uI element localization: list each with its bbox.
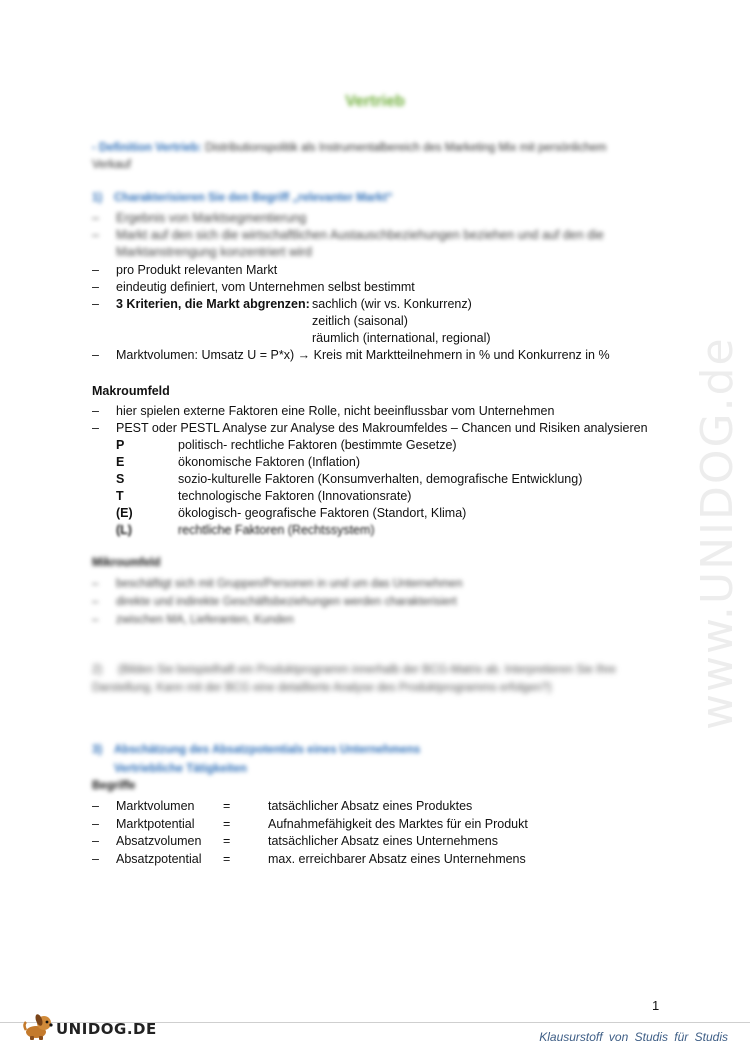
begriffe-term-list: [92, 798, 528, 868]
footer-logo: [22, 1012, 157, 1045]
begriffe-heading: Begriffe: [92, 780, 136, 792]
question-1-text: Charakterisieren Sie den Begriff „relevanter Markt“: [114, 192, 393, 204]
bullet-dash: –: [92, 614, 99, 626]
question-1-bullets: [92, 262, 610, 364]
makroumfeld-bullets: [92, 403, 648, 437]
mikroumfeld-heading: Mikroumfeld: [92, 557, 161, 569]
list-item: – zwischen MA, Lieferanten, Kunden: [92, 611, 462, 629]
list-item-continuation: [92, 330, 610, 347]
list-item: – hier spielen externe Faktoren eine Rolle, nicht beeinflussbar vom Unternehmen: [92, 404, 555, 418]
criteria-label: 3 Kriterien, die Markt abgrenzen: [116, 297, 306, 311]
list-item: – direkte und indirekte Geschäftsbeziehungen werden charakterisiert: [92, 593, 462, 611]
question-1-number: 1): [92, 192, 103, 204]
bullet-dash: –: [92, 799, 99, 813]
page-number: 1: [652, 998, 660, 1013]
mikroumfeld-bullets: [92, 575, 462, 629]
list-item-continuation: [92, 313, 610, 330]
question-2: [92, 661, 662, 697]
term-row: – Absatzpotential = max. erreichbarer Absatz eines Unternehmens: [92, 851, 528, 869]
pest-factor: (L) rechtliche Faktoren (Rechtssystem): [116, 523, 375, 537]
list-item-continuation: Marktanstrengung konzentriert wird: [116, 245, 312, 259]
bullet-dash: –: [92, 297, 99, 311]
watermark: www.UNIDOG.de: [692, 336, 743, 730]
criteria-item: zeitlich (saisonal): [312, 314, 408, 328]
question-2-text: (Bilden Sie beispielhaft ein Produktprogramm innerhalb der BCG-Matrix ab. Interpretieren Sie Ihre Darstellung. Kann mit der BCG eine detaillierte Analyse des Produktprogramms erfolgen?): [92, 664, 616, 694]
pest-factor: (E) ökologisch- geografische Faktoren (Standort, Klima): [116, 506, 467, 520]
list-item: – eindeutig definiert, vom Unternehmen selbst bestimmt: [92, 280, 415, 294]
definition-text: Distributionspolitik als Instrumentalbereich des Marketing Mix mit persönlichem Verkauf: [92, 142, 607, 171]
bullet-dash: –: [92, 280, 99, 294]
definition-paragraph: [92, 140, 612, 174]
definition-lead: - Definition Vertrieb:: [92, 142, 202, 154]
criteria-item: räumlich (international, regional): [312, 331, 491, 345]
list-item: [92, 347, 610, 364]
bullet-dash: –: [92, 834, 99, 848]
list-item: – pro Produkt relevanten Markt: [92, 263, 278, 277]
bullet-dash: –: [92, 421, 99, 435]
bullet-dash: –: [92, 851, 99, 866]
pest-factor: S sozio-kulturelle Faktoren (Konsumverhalten, demografische Entwicklung): [116, 472, 583, 486]
logo-text: UNIDOG.DE: [56, 1019, 157, 1038]
bullet-dash: –: [92, 404, 99, 418]
list-item: – Markt auf den sich die wirtschaftlichen Austauschbeziehungen beziehen und auf den die: [92, 228, 604, 242]
question-2-number: 2): [92, 664, 103, 676]
list-item: – Ergebnis von Marktsegmentierung: [92, 211, 307, 225]
list-item: – beschäftigt sich mit Gruppen/Personen in und um das Unternehmen: [92, 575, 462, 593]
question-3-heading: [92, 741, 420, 779]
pest-factor: T technologische Faktoren (Innovationsrate): [116, 489, 412, 503]
bullet-dash: –: [92, 228, 99, 242]
makroumfeld-heading: Makroumfeld: [92, 384, 170, 398]
pest-factor-list: [116, 437, 582, 539]
question-3-line-2: Vertriebliche Tätigkeiten: [114, 763, 247, 775]
term-row: – Marktpotential = Aufnahmefähigkeit des Marktes für ein Produkt: [92, 816, 528, 834]
bullet-dash: –: [92, 263, 99, 277]
question-3-line-1: Abschätzung des Absatzpotentials eines Unternehmens: [114, 744, 421, 756]
page-title: Vertrieb: [345, 93, 405, 110]
pest-factor: P politisch- rechtliche Faktoren (bestimmte Gesetze): [116, 438, 457, 452]
term-row: – Absatzvolumen = tatsächlicher Absatz eines Unternehmens: [92, 833, 528, 851]
question-1-blurred-bullets: [92, 210, 604, 261]
dog-icon: [22, 1012, 54, 1045]
question-1-heading: [92, 192, 393, 204]
market-volume-text: Marktvolumen: Umsatz U = P*x) → Kreis mit Marktteilnehmern in % und Konkurrenz in %: [116, 348, 610, 362]
term-row: – Marktvolumen = tatsächlicher Absatz eines Produktes: [92, 798, 528, 816]
bullet-dash: –: [92, 578, 99, 590]
criteria-item: sachlich (wir vs. Konkurrenz): [312, 297, 472, 311]
list-item-criteria: – 3 Kriterien, die Markt abgrenzen: sachlich (wir vs. Konkurrenz): [92, 297, 472, 311]
footer-slogan: Klausurstoff von Studis für Studis: [539, 1030, 728, 1044]
pest-factor: E ökonomische Faktoren (Inflation): [116, 455, 361, 469]
bullet-dash: –: [92, 211, 99, 225]
bullet-dash: –: [92, 816, 99, 831]
bullet-dash: –: [92, 596, 99, 608]
question-3-number: 3): [92, 744, 103, 756]
bullet-dash: –: [92, 348, 99, 362]
list-item: – PEST oder PESTL Analyse zur Analyse des Makroumfeldes – Chancen und Risiken analysieren: [92, 421, 648, 435]
